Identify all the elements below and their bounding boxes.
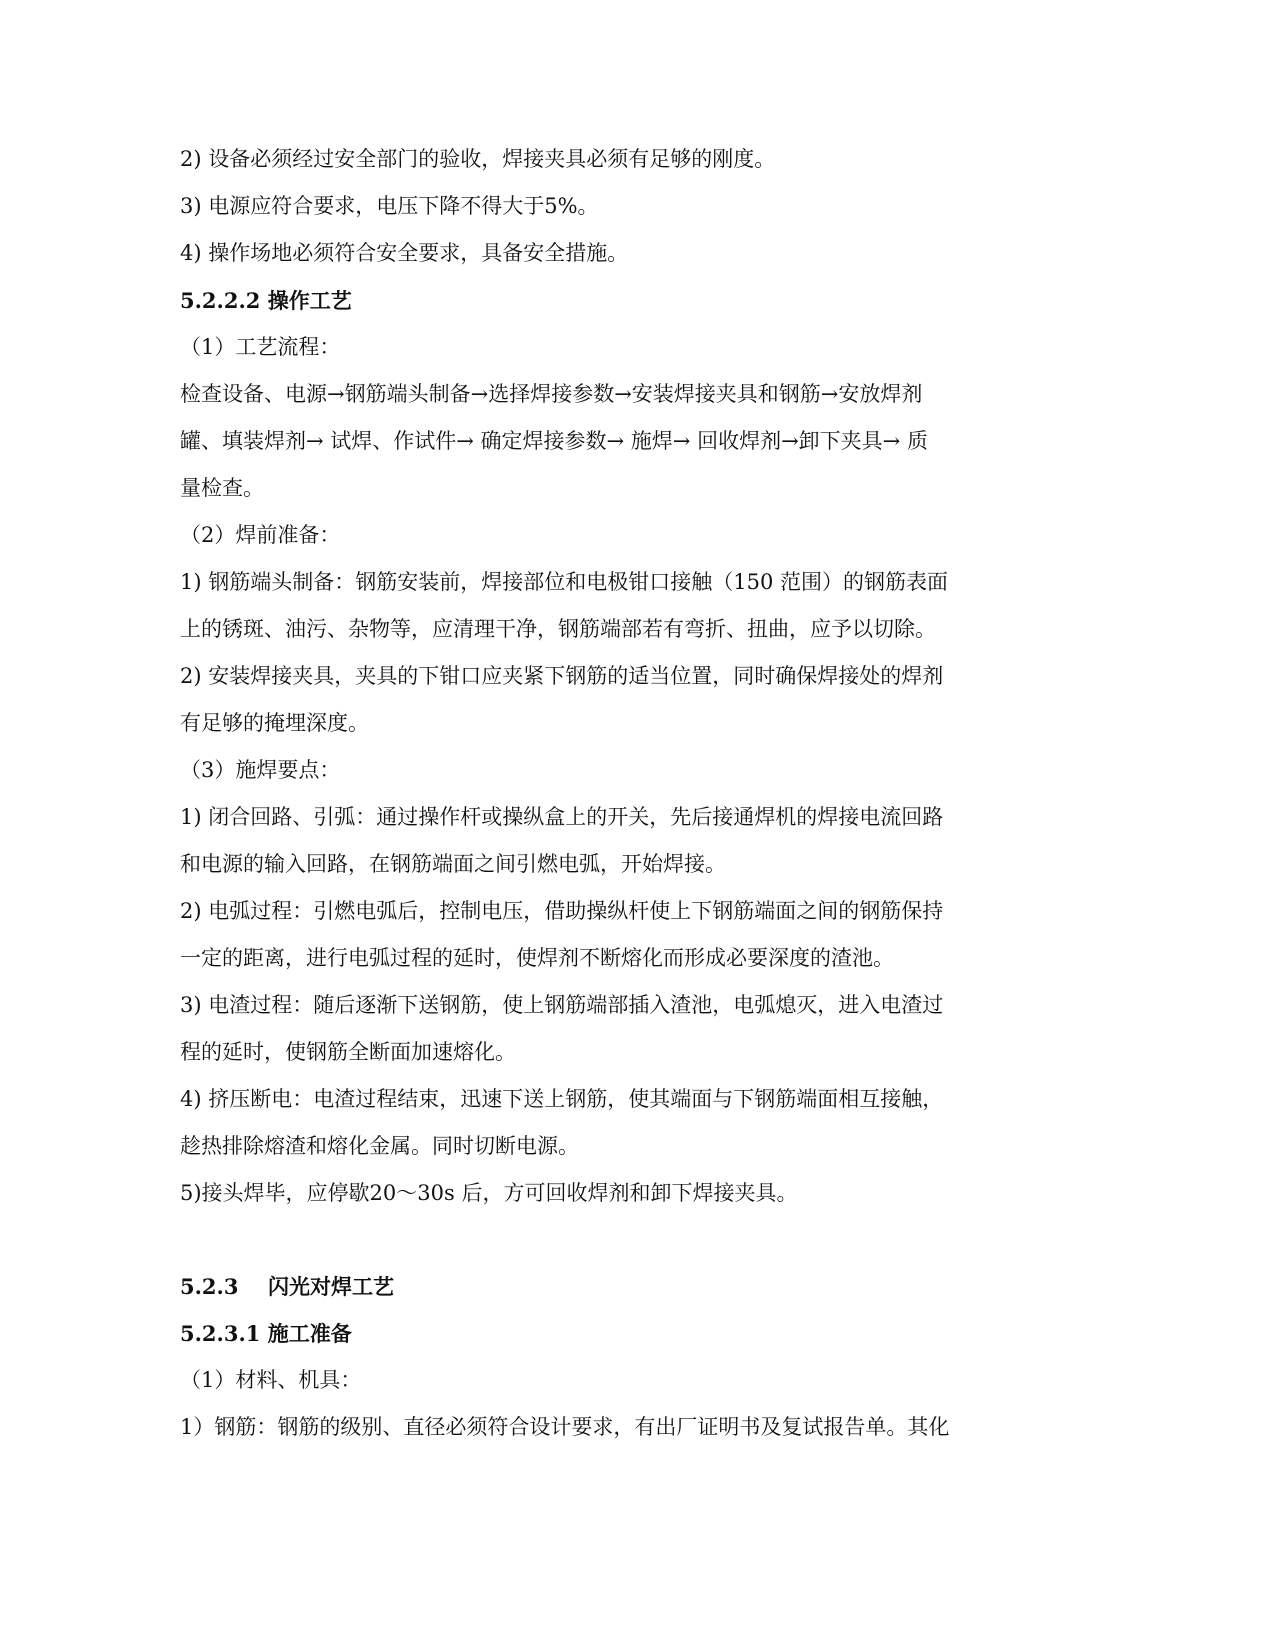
- text-line: 1) 闭合回路、引弧：通过操作杆或操纵盒上的开关，先后接通焊机的焊接电流回路: [180, 805, 944, 829]
- text-line: 1) 钢筋端头制备：钢筋安装前，焊接部位和电极钳口接触（150 范围）的钢筋表面: [180, 570, 948, 594]
- text-line: 2) 设备必须经过安全部门的验收，焊接夹具必须有足够的刚度。: [180, 147, 776, 171]
- text-line: 一定的距离，进行电弧过程的延时，使焊剂不断熔化而形成必要深度的渣池。: [180, 946, 894, 970]
- text-line: 和电源的输入回路，在钢筋端面之间引燃电弧，开始焊接。: [180, 852, 726, 876]
- text-line: （2）焊前准备：: [180, 523, 341, 547]
- text-line: 3) 电源应符合要求，电压下降不得大于5%。: [180, 194, 599, 218]
- text-line: 量检查。: [180, 476, 264, 500]
- text-line: 4) 挤压断电：电渣过程结束，迅速下送上钢筋，使其端面与下钢筋端面相互接触，: [180, 1087, 944, 1111]
- text-line: 5)接头焊毕，应停歇20～30s 后，方可回收焊剂和卸下焊接夹具。: [180, 1181, 798, 1205]
- text-line: 2) 安装焊接夹具，夹具的下钳口应夹紧下钢筋的适当位置，同时确保焊接处的焊剂: [180, 664, 944, 688]
- text-line: 2) 电弧过程：引燃电弧后，控制电压，借助操纵杆使上下钢筋端面之间的钢筋保持: [180, 899, 944, 923]
- text-line: 趁热排除熔渣和熔化金属。同时切断电源。: [180, 1134, 579, 1158]
- text-line: 3) 电渣过程：随后逐渐下送钢筋，使上钢筋端部插入渣池，电弧熄灭，进入电渣过: [180, 993, 944, 1017]
- text-line: 检查设备、电源→钢筋端头制备→选择焊接参数→安装焊接夹具和钢筋→安放焊剂: [180, 382, 923, 406]
- text-line: 程的延时，使钢筋全断面加速熔化。: [180, 1040, 516, 1064]
- section-number: 5.2.3: [180, 1274, 239, 1299]
- document-page: [180, 136, 1040, 1451]
- text-line: 上的锈斑、油污、杂物等，应清理干净，钢筋端部若有弯折、扭曲，应予以切除。: [180, 617, 936, 641]
- text-line: 1）钢筋：钢筋的级别、直径必须符合设计要求，有出厂证明书及复试报告单。其化: [180, 1415, 950, 1439]
- text-line: （3）施焊要点：: [180, 758, 341, 782]
- section-heading-523: [180, 1263, 1040, 1310]
- text-line: （1）工艺流程：: [180, 335, 341, 359]
- text-line: （1）材料、机具：: [180, 1368, 362, 1392]
- section-title: 闪光对焊工艺: [268, 1274, 394, 1299]
- text-line: 有足够的掩埋深度。: [180, 711, 369, 735]
- text-line: 4) 操作场地必须符合安全要求，具备安全措施。: [180, 241, 629, 265]
- section-heading: 5.2.2.2 操作工艺: [180, 288, 352, 313]
- text-line: 罐、填装焊剂→ 试焊、作试件→ 确定焊接参数→ 施焊→ 回收焊剂→卸下夹具→ 质: [180, 429, 928, 453]
- subsection-heading: 5.2.3.1 施工准备: [180, 1321, 352, 1346]
